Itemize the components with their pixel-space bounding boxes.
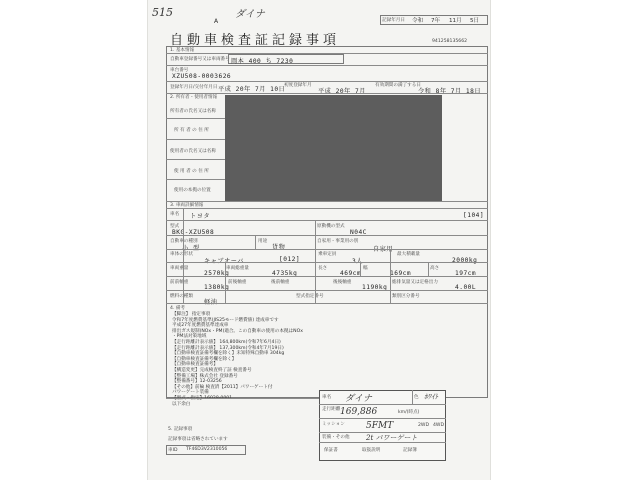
record-date-day: 5日 bbox=[470, 18, 480, 24]
stamp-drive-label: 4WD bbox=[433, 423, 445, 428]
stamp-pos2: 取扱説明 bbox=[362, 448, 381, 453]
maker-code: [104] bbox=[463, 212, 485, 219]
maxload-value: 2000kg bbox=[452, 257, 478, 264]
stamp-color-label: 色 bbox=[414, 395, 419, 400]
gross-label: 車両総重量 bbox=[226, 266, 249, 271]
reg-value: 岡本 400 ち 7230 bbox=[231, 58, 294, 65]
ff-label: 前前軸重 bbox=[170, 280, 189, 285]
shape-code: [012] bbox=[279, 256, 301, 263]
stamp-distance-label: 走行距離 bbox=[322, 407, 341, 412]
kind-label: 自動車の種別 bbox=[170, 239, 198, 244]
model-label: 型式 bbox=[170, 224, 180, 229]
capacity-value: 3人 bbox=[352, 258, 363, 265]
model-value: BKG-XZU508 bbox=[172, 229, 215, 236]
shape-value: キャブオーバ bbox=[204, 258, 244, 265]
fuel-label: 燃料の種類 bbox=[170, 294, 193, 299]
stamp-drive-alt: 2WD bbox=[418, 423, 430, 428]
record-date-month: 11月 bbox=[449, 18, 462, 24]
section5-heading: 5. 記録事項 bbox=[168, 427, 193, 432]
document-number: 941258135662 bbox=[432, 39, 468, 44]
kind-value: 小 型 bbox=[182, 245, 200, 252]
expiry-value: 令和 8年 7月 18日 bbox=[418, 88, 482, 95]
user-address-label: 使 用 者 の 住 所 bbox=[174, 169, 209, 174]
chassis-value: XZU508-0003626 bbox=[172, 73, 232, 80]
chassis-label: 車台番号 bbox=[170, 68, 189, 73]
length-value: 469cm bbox=[340, 270, 362, 277]
owner-name-label: 所有者の氏名又は名称 bbox=[170, 109, 216, 114]
engine-label: 原動機の型式 bbox=[317, 224, 345, 229]
reg-label: 自動車登録番号又は車両番号 bbox=[170, 57, 230, 62]
purpose-value: 自家用 bbox=[373, 246, 394, 253]
weight-value: 2570kg bbox=[204, 270, 230, 277]
category-label: 類別区分番号 bbox=[392, 294, 420, 299]
height-label: 高さ bbox=[430, 266, 440, 271]
stamp-distance-value: 169,886 bbox=[340, 407, 378, 417]
first-reg-value: 平成 20年 7月 10日 bbox=[218, 86, 286, 93]
stamp-color-value: ﾎﾜｲﾄ bbox=[424, 393, 438, 401]
car-id-label: 車ID bbox=[168, 448, 178, 453]
fuel-value: 軽油 bbox=[204, 299, 218, 306]
section5-note: 記録事項は省略されています bbox=[168, 437, 228, 442]
handwritten-mark: A bbox=[214, 18, 219, 25]
record-date-label: 記録年月日 bbox=[382, 18, 405, 23]
section1-heading: 1. 基本情報 bbox=[170, 48, 195, 53]
ff-value: 1380kg bbox=[204, 284, 230, 291]
stamp-name-label: 車名 bbox=[322, 395, 332, 400]
redaction-block bbox=[225, 95, 442, 201]
type-designation-label: 型式指定番号 bbox=[296, 294, 324, 299]
maker-label: 車名 bbox=[170, 212, 180, 217]
handwritten-type: ダイナ bbox=[235, 9, 265, 20]
section4-heading: 4. 備考 bbox=[170, 306, 186, 311]
displacement-label: 総排気量又は定格出力 bbox=[392, 280, 438, 285]
first-reg-label: 登録年月日/交付年月日 bbox=[170, 85, 218, 90]
stamp-options-value: 2t パワーゲート bbox=[366, 434, 418, 442]
stamp-options-label: 装備・その他 bbox=[322, 435, 350, 440]
rf-label: 後前軸重 bbox=[271, 280, 290, 285]
record-date-year: 7年 bbox=[431, 18, 441, 24]
use-value: 貨物 bbox=[272, 244, 286, 251]
purpose-label: 自家用・事業用の別 bbox=[317, 239, 359, 244]
first-year-value: 平成 20年 7月 bbox=[318, 88, 366, 95]
width-label: 幅 bbox=[363, 266, 368, 271]
length-label: 長さ bbox=[318, 266, 328, 271]
record-date-era: 令和 bbox=[412, 18, 424, 24]
capacity-label: 乗車定員 bbox=[318, 252, 337, 257]
height-value: 197cm bbox=[455, 270, 477, 277]
section3-heading: 3. 車両詳細情報 bbox=[170, 203, 204, 208]
expiry-label: 有効期間の満了する日 bbox=[375, 83, 421, 88]
stamp-mission-value: 5FMT bbox=[366, 421, 394, 431]
stamp-mission-label: ミッション bbox=[322, 422, 345, 427]
handwritten-code: 515 bbox=[152, 6, 173, 19]
page-title: 自動車検査証記録事項 bbox=[170, 33, 341, 48]
rr-label: 後後軸重 bbox=[333, 280, 352, 285]
user-name-label: 使用者の氏名又は名称 bbox=[170, 149, 216, 154]
stamp-pos1: 保証書 bbox=[324, 448, 338, 453]
rr-value: 1190kg bbox=[362, 284, 388, 291]
section2-heading: 2. 所有者・使用者情報 bbox=[170, 95, 218, 100]
remarks-text: 【脚注】 指定事項 令和7年度燃費基準(JIS25モード燃費値) 達成車です 平成27年度燃費基準達成車 排出ガス規制(NOx・PM)適合。この自動車の使用の本拠はNOx ・PM法対策地域 【走行距離計表示値】 164,800km(令和7年6月4日) 【走行距離計表示値】 137,300km(令和4年7月19日) 【自動車検査証備考欄を除く】未知特殊自動車 304kg 【自動車検査証備考欄を除く】 【自動車検査証備考】 【構造変更】完成検査終了証 検査番号 【整備工場】株式会社 登録番号 【整備番号】12-03256 【その他】前輪 検査済【2011】パワーゲート付 パワーゲート装備 【型式・指定】16028-0001 以下余白 bbox=[172, 312, 303, 407]
gross-value: 4735kg bbox=[272, 270, 298, 277]
stamp-distance-unit: km/(時点) bbox=[398, 410, 420, 415]
use-label: 用途 bbox=[258, 239, 268, 244]
maxload-label: 最大積載量 bbox=[397, 252, 420, 257]
engine-value: N04C bbox=[350, 229, 367, 236]
width-value: 169cm bbox=[390, 270, 412, 277]
weight-label: 車両重量 bbox=[170, 266, 189, 271]
maker-value: トヨタ bbox=[190, 213, 211, 220]
stamp-name-value: ダイナ bbox=[345, 394, 372, 404]
base-location-label: 使用の本拠の位置 bbox=[174, 188, 211, 193]
car-id-value: TF46D3V2310056 bbox=[186, 447, 228, 452]
displacement-value: 4.00L bbox=[455, 284, 477, 291]
shape-label: 車体の形状 bbox=[170, 252, 193, 257]
first-year-label: 初度登録年月 bbox=[284, 83, 312, 88]
fr-label: 前後軸重 bbox=[228, 280, 247, 285]
owner-address-label: 所 有 者 の 住 所 bbox=[174, 128, 209, 133]
stamp-pos3: 記録簿 bbox=[403, 448, 417, 453]
